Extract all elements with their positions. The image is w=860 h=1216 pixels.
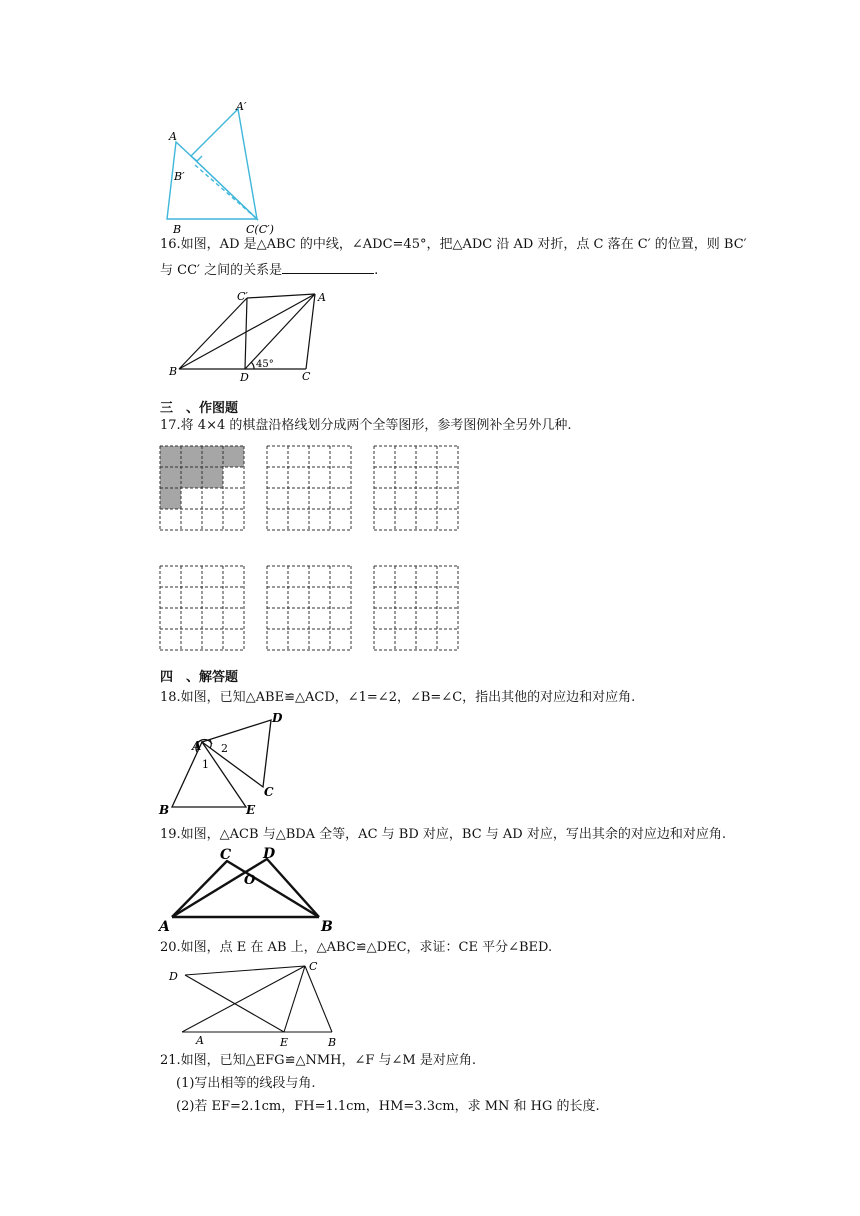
question-21-sub2: (2)若 EF=2.1cm，FH=1.1cm，HM=3.3cm，求 MN 和 HG 的长度. <box>176 1099 600 1114</box>
section-4-title: 四 、解答题 <box>160 670 239 685</box>
label-a: A <box>192 739 202 753</box>
label-d: D <box>272 711 283 725</box>
figure-16 <box>165 288 345 383</box>
grid-example <box>159 445 247 533</box>
label-b: B <box>173 223 182 235</box>
label-a: A <box>159 919 170 935</box>
question-21-sub1: (1)写出相等的线段与角. <box>176 1076 316 1091</box>
question-16-period: . <box>374 263 379 278</box>
label-b: B <box>169 365 178 378</box>
question-16-text: 与 CC′ 之间的关系是 <box>160 263 283 278</box>
label-c-prime: C′ <box>237 290 248 303</box>
question-19-text: 19.如图，△ACB 与△BDA 全等，AC 与 BD 对应，BC 与 AD 对应，写出其余的对应边和对应角. <box>160 827 726 842</box>
label-a: A <box>196 1034 204 1047</box>
question-16-line2 <box>160 261 378 280</box>
label-a: A <box>169 130 177 143</box>
question-18-text: 18.如图，已知△ABE≌△ACD，∠1=∠2，∠B=∠C，指出其他的对应边和对应角. <box>160 690 636 705</box>
label-d: D <box>240 371 249 383</box>
question-17-text: 17.将 4×4 的棋盘沿格线划分成两个全等图形，参考图例补全另外几种. <box>160 418 572 433</box>
answer-blank[interactable] <box>282 261 374 274</box>
label-a: A <box>318 291 326 304</box>
figure-19 <box>155 845 345 935</box>
label-b: B <box>159 803 170 815</box>
figure-15 <box>160 100 290 235</box>
label-d: D <box>169 970 178 983</box>
label-b: B <box>328 1036 337 1048</box>
label-c: C <box>264 785 274 799</box>
section-3-title: 三 、作图题 <box>160 401 239 416</box>
grid-blank-4[interactable] <box>266 565 354 653</box>
label-b-prime: B′ <box>174 170 185 183</box>
angle-1-label: 1 <box>202 758 209 771</box>
label-o: O <box>244 873 256 888</box>
label-c: C <box>309 960 318 973</box>
grid-blank-2[interactable] <box>373 445 461 533</box>
grid-blank-3[interactable] <box>159 565 247 653</box>
label-e: E <box>280 1036 289 1048</box>
label-e: E <box>246 803 256 815</box>
angle-label: 45° <box>256 359 274 370</box>
label-c: C <box>302 370 311 383</box>
question-16-line1: 16.如图，AD 是△ABC 的中线，∠ADC=45°，把△ADC 沿 AD 对折，点 C 落在 C′ 的位置，则 BC′ <box>160 237 747 252</box>
grid-blank-5[interactable] <box>373 565 461 653</box>
label-c: C <box>220 847 232 863</box>
figure-18 <box>155 710 295 815</box>
figure-20 <box>160 958 350 1048</box>
label-b: B <box>321 919 333 935</box>
angle-2-label: 2 <box>221 742 228 755</box>
label-d: D <box>263 846 276 862</box>
question-20-text: 20.如图，点 E 在 AB 上，△ABC≌△DEC，求证：CE 平分∠BED. <box>160 940 553 955</box>
label-a-prime: A′ <box>236 100 247 113</box>
question-21-text: 21.如图，已知△EFG≌△NMH，∠F 与∠M 是对应角. <box>160 1053 476 1068</box>
label-c: C(C′) <box>246 223 274 235</box>
grid-blank-1[interactable] <box>266 445 354 533</box>
